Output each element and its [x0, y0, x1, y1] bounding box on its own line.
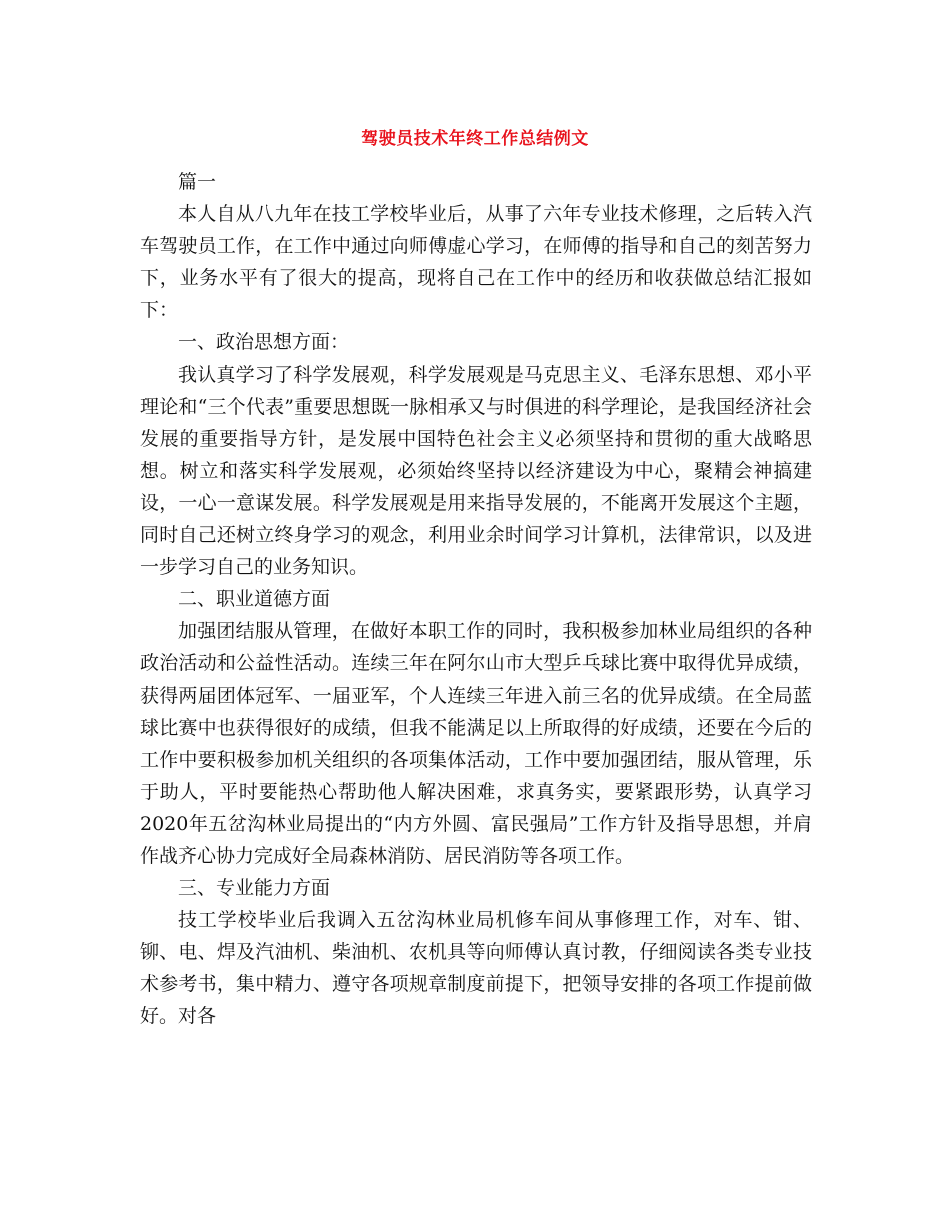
ethics-paragraph: 加强团结服从管理，在做好本职工作的同时，我积极参加林业局组织的各种政治活动和公益性活动。连续三年在阿尔山市大型乒乓球比赛中取得优异成绩，获得两届团体冠军、一届亚军，个人连续三年进入前三名的优异成绩。在全局蓝球比赛中也获得很好的成绩，但我不能满足以上所取得的好成绩，还要在今后的工作中要积极参加机关组织的各项集体活动，工作中要加强团结，服从管理，乐于助人，平时要能热心帮助他人解决困难，求真务实，要紧跟形势，认真学习2020年五岔沟林业局提出的“内方外圆、富民强局”工作方针及指导思想，并肩作战齐心协力完成好全局森林消防、居民消防等各项工作。 — [140, 620, 812, 867]
intro-paragraph: 本人自从八九年在技工学校毕业后，从事了六年专业技术修理，之后转入汽车驾驶员工作，在工作中通过向师傅虚心学习，在师傅的指导和自己的刻苦努力下，业务水平有了很大的提高，现将自己在工作中的经历和收获做总结汇报如下： — [140, 203, 812, 322]
section-heading-politics: 一、政治思想方面： — [178, 331, 350, 354]
politics-paragraph: 我认真学习了科学发展观，科学发展观是马克思主义、毛泽东思想、邓小平理论和“三个代表”重要思想既一脉相承又与时俱进的科学理论，是我国经济社会发展的重要指导方针，是发展中国特色社会主义必须坚持和贯彻的重大战略思想。树立和落实科学发展观，必须始终坚持以经济建设为中心，聚精会神搞建设，一心一意谋发展。科学发展观是用来指导发展的，不能离开发展这个主题，同时自己还树立终身学习的观念，利用业余时间学习计算机，法律常识，以及进一步学习自己的业务知识。 — [140, 363, 812, 579]
section-heading-ethics: 二、职业道德方面 — [178, 588, 331, 611]
document-body — [140, 166, 812, 1033]
skills-paragraph: 技工学校毕业后我调入五岔沟林业局机修车间从事修理工作，对车、钳、铆、电、焊及汽油机、柴油机、农机具等向师傅认真讨教，仔细阅读各类专业技术参考书，集中精力、遵守各项规章制度前提下，把领导安排的各项工作提前做好。对各 — [140, 909, 812, 1028]
document-title: 驾驶员技术年终工作总结例文 — [361, 129, 589, 149]
section-label: 篇一 — [178, 171, 217, 193]
section-heading-skills: 三、专业能力方面 — [178, 877, 331, 900]
